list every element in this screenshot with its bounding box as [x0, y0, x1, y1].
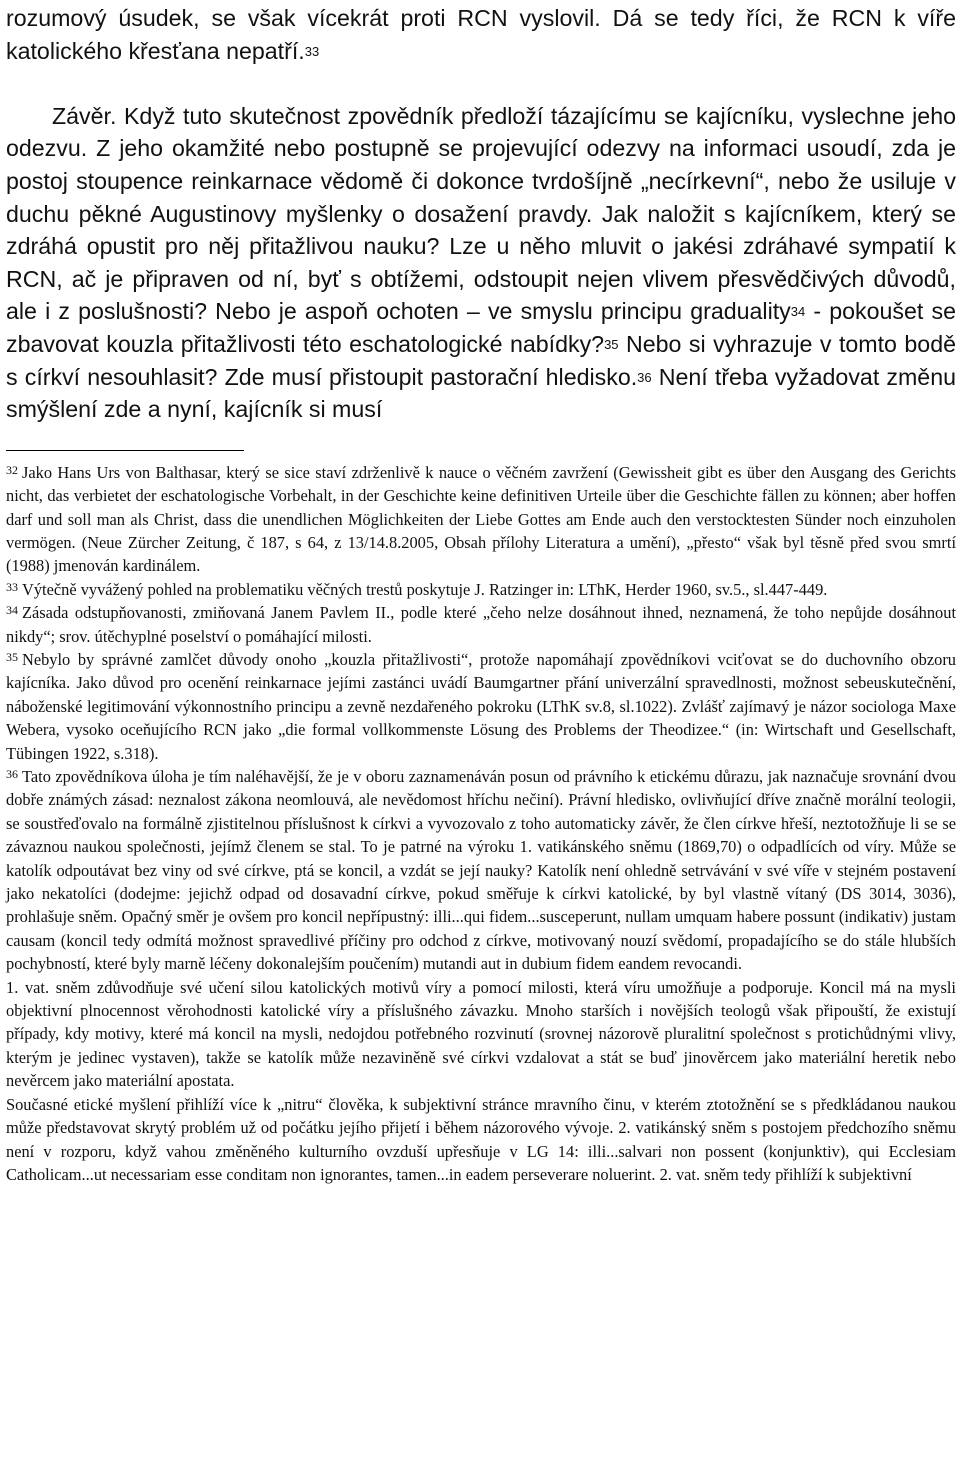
footnote-number: 34 — [6, 603, 18, 618]
footnote-text: Současné etické myšlení přihlíží více k „nitru“ člověka, k subjektivní stránce mravního činu, v kterém ztotožnění se s předkládanou naukou může představovat skrytý problém už od počátku jejího přijetí i během názorového vývoje. 2. vatikánský sněm s postojem předchozího sněmu není v rozporu, když vahou změněného kulturního ovzduší upřesňuje v LG 14: illi...salvari non possent (konjunktiv), qui Ecclesiam Catholicam...ut necessariam esse conditam non ignorantes, tamen...in eadem perseverare noluerint. 2. vat. sněm tedy přihlíží k subjektivní — [6, 1094, 956, 1184]
footnote-ref-35[interactable]: 35 — [604, 336, 619, 352]
footnote-text: Výtečně vyvážený pohled na problematiku věčných trestů poskytuje J. Ratzinger in: LThK, Herder 1960, sv.5., sl.447-449. — [22, 579, 828, 599]
footnotes — [6, 461, 956, 1187]
footnote-ref-34[interactable]: 34 — [790, 304, 806, 320]
footnote-32 — [6, 461, 956, 578]
blank-line — [6, 67, 956, 100]
paragraph-2-text-c: Nebo si vyhrazuje v tomto bodě s církví nesouhlasit? Zde musí přistoupit pastorační hledisko. — [6, 330, 956, 390]
footnote-number: 33 — [6, 579, 18, 594]
footnote-36 — [6, 765, 956, 976]
document-page — [6, 0, 956, 1186]
footnote-text: Jako Hans Urs von Balthasar, který se sice staví zdrženlivě k nauce o věčném zavržení (Gewissheit gibt es über den Ausgang des Gerichts nicht, das verbietet der eschatologische Vorbehalt, in der Geschichte keine definitiven Urteile über die Geschichte fällen zu können; aber hoffen darf und soll man als Christ, dass die unendlichen Möglichkeiten der Liebe Gottes am Ende auch den verstocktesten Sünder noch einzuholen vermögen. (Neue Zürcher Zeitung, č 187, s 64, z 13/14.8.2005, Obsah přílohy Literatura a umění), „přesto“ však byl těsně před svou smrtí (1988) jmenován kardinálem. — [6, 462, 956, 576]
main-text — [6, 0, 956, 426]
paragraph-1 — [6, 2, 956, 67]
footnote-text: Tato zpovědníkova úloha je tím naléhavější, že je v oboru zaznamenáván posun od právního k etickému důrazu, jak naznačuje srovnání dvou dobře známých zásad: neznalost zákona neomlouvá, ale nevědomost hříchu nečiní). Právní hledisko, ovlivňující dříve značně morální teologii, se soustřeďovalo na formálně zjistitelnou příslušnost k církvi a vyvozovalo z toho automaticky závěr, že člen církve hřeší, neztotožňuje li se se závaznou naukou společnosti, jejímž členem se stal. To je patrné na výroku 1. vatikánského sněmu (1869,70) o odpadlících od víry. Může se katolík odpoutávat bez viny od své církve, ptá se koncil, a vzdát se její nauky? Katolík není ohledně setrvávání v své víře v stejném postavení jako nekatolíci (dodejme: jejichž odpad od dosavadní církve, pokud směřuje k církvi katolické, by byl vlastně vítaný (DS 3014, 3036), prohlašuje sněm. Opačný směr je ovšem pro koncil nepřípustný: illi...qui fidem...susceperunt, nullam umquam habere possunt (indikativ) justam causam (koncil tedy odmítá možnost spravedlivé příčiny pro odchod z církve, motivovaný nouzí svědomí, propadajícího se do stále hlubších pochybností, které byly marně léčeny dokonalejším poučením) mutandi aut in dubium fidem eandem revocandi. — [6, 767, 956, 974]
footnote-number: 35 — [6, 649, 18, 664]
footnote-ref-33[interactable]: 33 — [304, 43, 320, 59]
footnote-number: 32 — [6, 462, 18, 477]
footnote-36-continued-2 — [6, 1093, 956, 1187]
footnote-text: 1. vat. sněm zdůvodňuje své učení silou katolických motivů víry a pomocí milosti, která víru umožňuje a podporuje. Koncil má na mysli objektivní plnocennost věrohodnosti katolické víry a příslušného závazku. Mnoho starších i novějších teologů však připouští, že existují případy, kdy motivy, které má koncil na mysli, nedojdou potřebného rozvinutí (srovnej názorově pluralitní společnost s protichůdnými vlivy, kterým je jedinec vystaven), takže se katolík může nezaviněně své církvi vzdalovat a stát se buď jinověrcem jako materiální heretik nebo nevěrcem jako materiální apostata. — [6, 977, 956, 1091]
footnote-text: Nebylo by správné zamlčet důvody onoho „kouzla přitažlivosti“, protože napomáhají zpovědníkovi vciťovat se do duchovního obzoru kajícníka. Jako důvod pro ocenění reinkarnace jejími zastánci uvádí Baumgartner přání univerzální spravedlnosti, možnost sebeuskutečnění, náboženské legitimování výkonnostního principu a zevně nezdařeného pokroku (LThK sv.8, sl.1022). Zvlášť zajímavý je názor sociologa Maxe Webera, vysoko oceňujícího RCN jako „die formal vollkommenste Lösung des Problems der Theodizee.“ (in: Wirtschaft und Gesellschaft, Tübingen 1922, s.318). — [6, 649, 956, 763]
paragraph-1-text: rozumový úsudek, se však vícekrát proti RCN vyslovil. Dá se tedy říci, že RCN k víře katolického křesťana nepatří. — [6, 5, 956, 64]
footnote-36-continued-1 — [6, 976, 956, 1093]
paragraph-2 — [6, 100, 956, 426]
footnote-34 — [6, 601, 956, 648]
footnote-text: Zásada odstupňovanosti, zmiňovaná Janem Pavlem II., podle které „čeho nelze dosáhnout ihned, neznamená, že toho nepůjde dosáhnout nikdy“; srov. útěchyplné poselství o pomáhající milosti. — [6, 603, 956, 646]
footnote-ref-36[interactable]: 36 — [637, 369, 652, 385]
footnote-33 — [6, 578, 956, 601]
paragraph-2-text-a: Závěr. Když tuto skutečnost zpovědník předloží tázajícímu se kajícníku, vyslechne jeho odezvu. Z jeho okamžité nebo postupně se projevující odezvy na informaci usoudí, zda je postoj stoupence reinkarnace vědomě či dokonce tvrdošíjně „necírkevní“, nebo že usiluje v duchu pěkné Augustinovy myšlenky o dosažení pravdy. Jak naložit s kajícníkem, který se zdráhá opustit pro něj přitažlivou nauku? Lze u něho mluvit o jakési zdráhavé sympatií k RCN, ač je připraven od ní, byť s obtížemi, odstoupit nejen vlivem přesvědčivých důvodů, ale i z poslušnosti? Nebo je aspoň ochoten – ve smyslu principu graduality — [6, 102, 956, 325]
paragraph-2-text-d: Není třeba vyžadovat změnu smýšlení zde a nyní, kajícník si musí — [6, 363, 956, 423]
footnote-separator — [6, 450, 244, 451]
paragraph-2-text-b: - pokoušet se zbavovat kouzla přitažlivosti této eschatologické nabídky? — [6, 298, 956, 357]
footnote-number: 36 — [6, 767, 18, 781]
footnote-35 — [6, 648, 956, 765]
